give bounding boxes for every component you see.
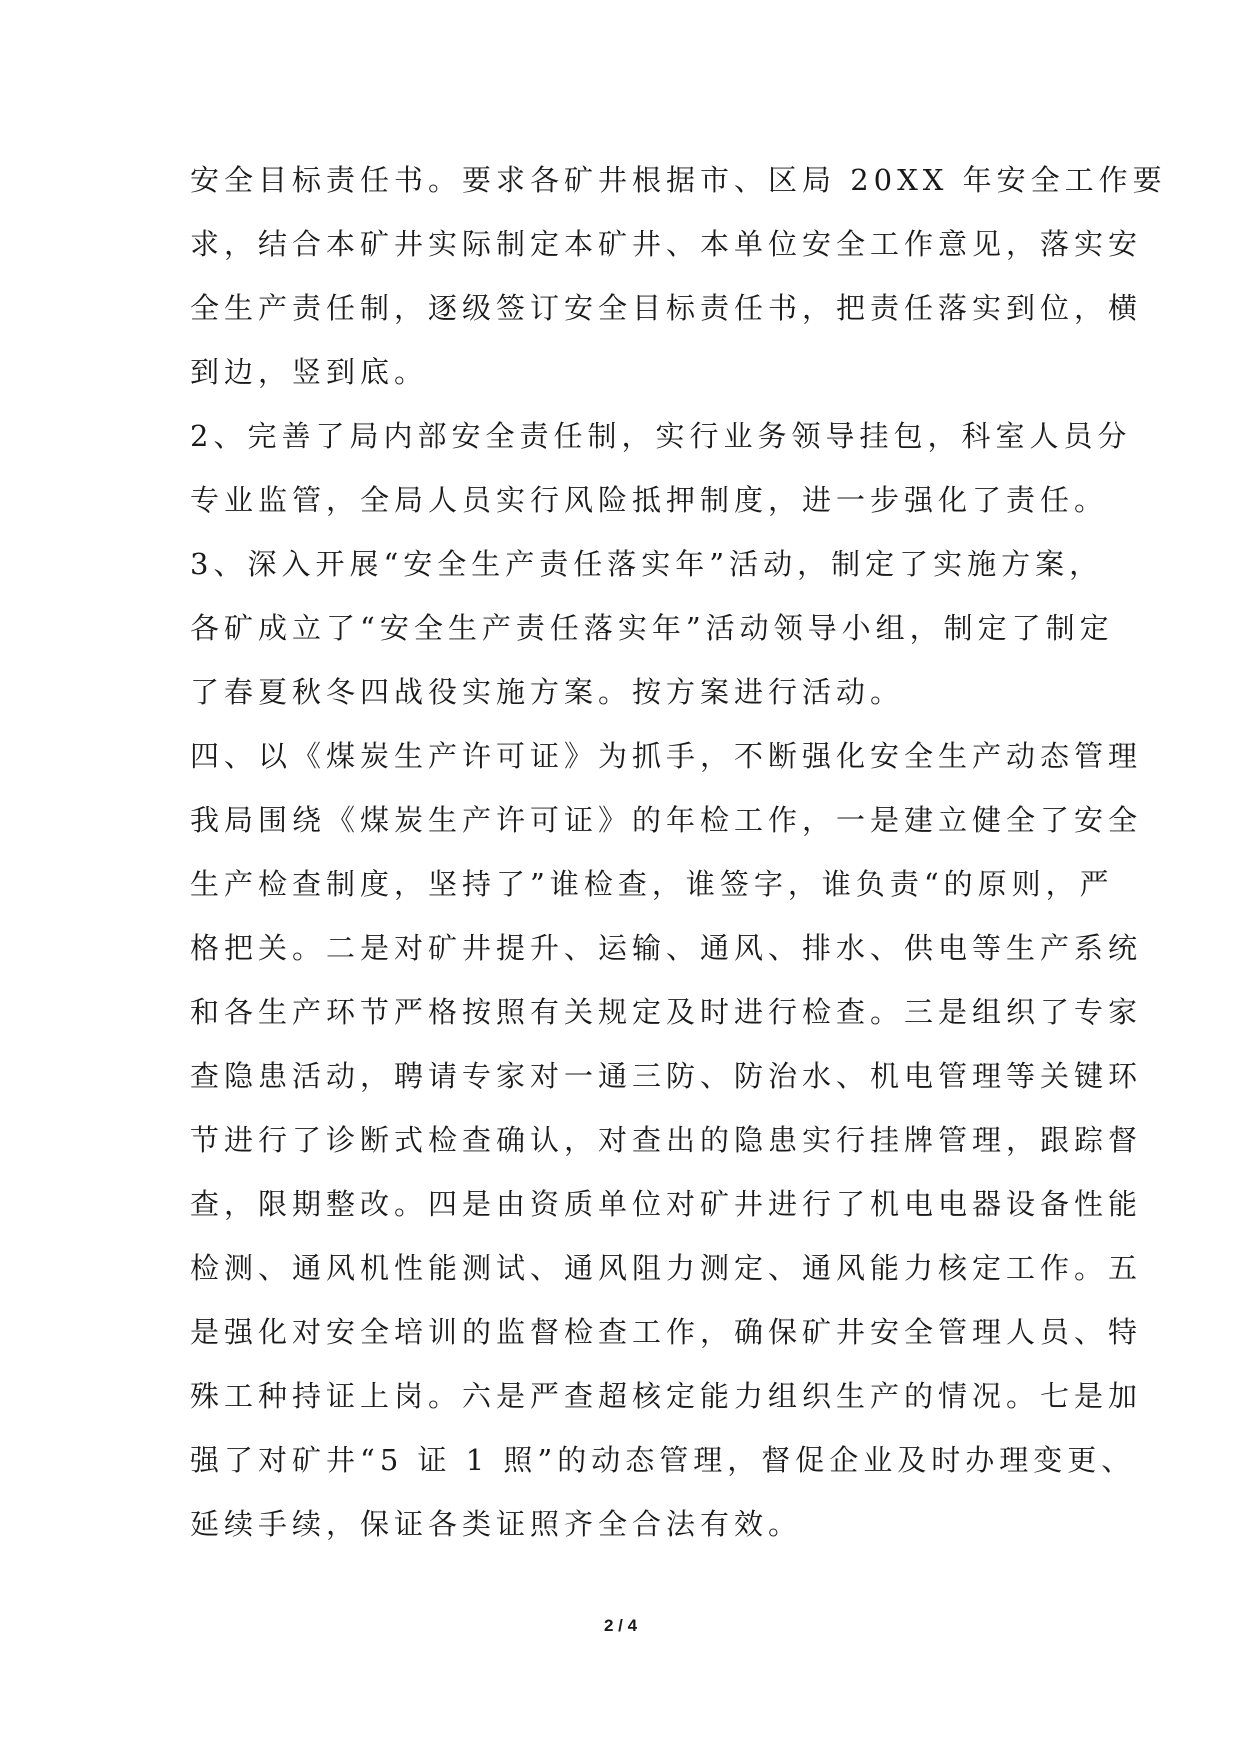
text-line: 四、以《煤炭生产许可证》为抓手，不断强化安全生产动态管理 [190, 739, 1143, 773]
text-line: 专业监管，全局人员实行风险抵押制度，进一步强化了责任。 [190, 483, 1109, 517]
text-line: 殊工种持证上岗。六是严查超核定能力组织生产的情况。七是加 [190, 1379, 1143, 1413]
text-line: 3、深入开展“安全生产责任落实年”活动，制定了实施方案， [190, 547, 1104, 581]
text-line: 我局围绕《煤炭生产许可证》的年检工作，一是建立健全了安全 [190, 803, 1143, 837]
text-line: 到边，竖到底。 [190, 355, 429, 389]
text-line: 了春夏秋冬四战役实施方案。按方案进行活动。 [190, 675, 905, 709]
text-line: 和各生产环节严格按照有关规定及时进行检查。三是组织了专家 [190, 995, 1143, 1029]
text-line: 全生产责任制，逐级签订安全目标责任书，把责任落实到位，横 [190, 291, 1143, 325]
text-line: 安全目标责任书。要求各矿井根据市、区局 20XX 年安全工作要 [190, 163, 1167, 197]
page-number: 2 / 4 [603, 1616, 638, 1635]
text-line: 强了对矿井“5 证 1 照”的动态管理，督促企业及时办理变更、 [190, 1443, 1136, 1477]
text-line: 求，结合本矿井实际制定本矿井、本单位安全工作意见，落实安 [190, 227, 1143, 261]
text-line: 各矿成立了“安全生产责任落实年”活动领导小组，制定了制定 [190, 611, 1114, 645]
text-line: 延续手续，保证各类证照齐全合法有效。 [190, 1507, 803, 1541]
text-line: 节进行了诊断式检查确认，对查出的隐患实行挂牌管理，跟踪督 [190, 1123, 1143, 1157]
text-line: 检测、通风机性能测试、通风阻力测定、通风能力核定工作。五 [190, 1251, 1143, 1285]
document-body [190, 148, 1167, 1556]
text-line: 查隐患活动，聘请专家对一通三防、防治水、机电管理等关键环 [190, 1059, 1143, 1093]
text-line: 格把关。二是对矿井提升、运输、通风、排水、供电等生产系统 [190, 931, 1143, 965]
text-line: 是强化对安全培训的监督检查工作，确保矿井安全管理人员、特 [190, 1315, 1143, 1349]
text-line: 查，限期整改。四是由资质单位对矿井进行了机电电器设备性能 [190, 1187, 1143, 1221]
text-line: 2、完善了局内部安全责任制，实行业务领导挂包，科室人员分 [190, 419, 1132, 453]
text-line: 生产检查制度，坚持了”谁检查，谁签字，谁负责“的原则，严 [190, 867, 1114, 901]
